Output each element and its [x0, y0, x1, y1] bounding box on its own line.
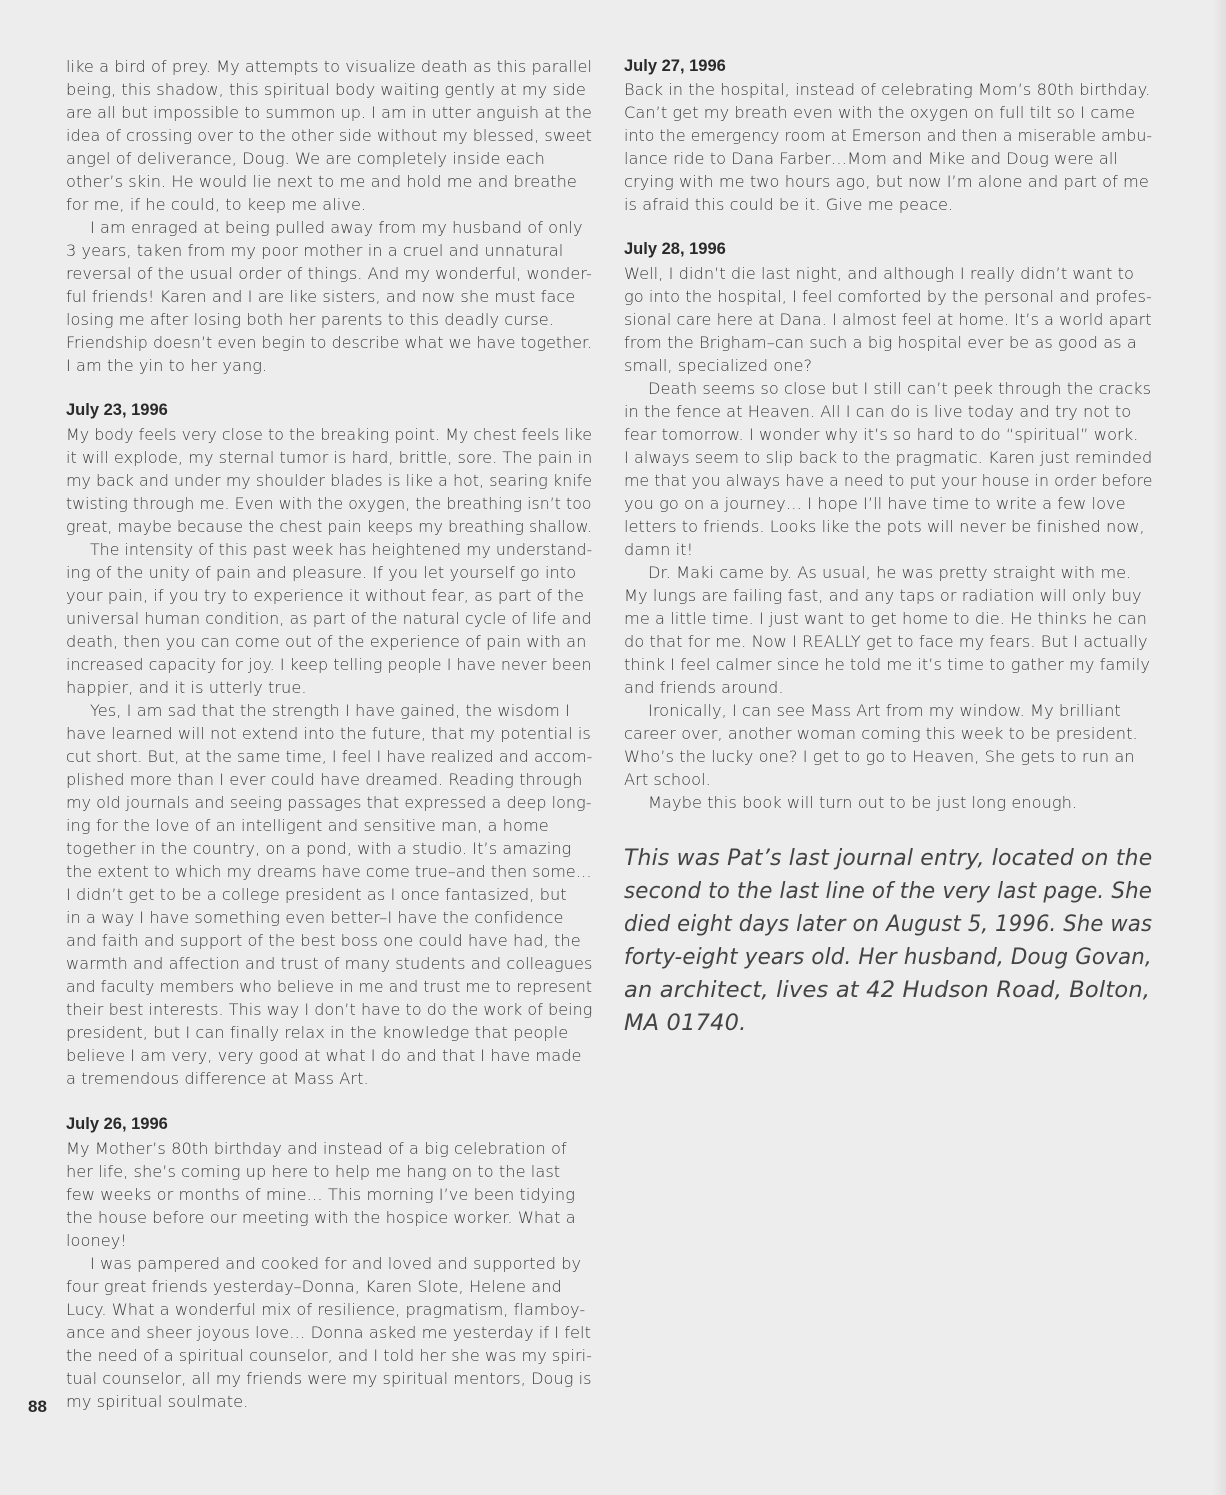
text-line: angel of deliverance, Doug. We are completely inside each	[66, 149, 545, 168]
text-line: Friendship doesn’t even begin to describe what we have together.	[66, 333, 593, 352]
text-line: like a bird of prey. My attempts to visualize death as this parallel	[66, 57, 592, 76]
text-line: I am the yin to her yang.	[66, 356, 268, 375]
closing-note-line: an architect, lives at 42 Hudson Road, Bolton,	[624, 977, 1151, 1003]
text-line: go into the hospital, I feel comforted by the personal and profes-	[624, 287, 1152, 306]
text-line: the house before our meeting with the hospice worker. What a	[66, 1208, 576, 1227]
entry-date-heading: July 28, 1996	[624, 240, 726, 258]
text-line: four great friends yesterday–Donna, Karen Slote, Helene and	[66, 1277, 562, 1296]
text-line: ful friends! Karen and I are like sisters, and now she must face	[66, 287, 576, 306]
text-line: I was pampered and cooked for and loved and supported by	[90, 1254, 582, 1273]
text-line: Well, I didn’t die last night, and although I really didn’t want to	[624, 264, 1134, 283]
text-line: are all but impossible to summon up. I am in utter anguish at the	[66, 103, 592, 122]
text-line: Death seems so close but I still can’t peek through the cracks	[648, 379, 1152, 398]
text-line: death, then you can come out of the experience of pain with an	[66, 632, 587, 651]
text-line: My body feels very close to the breaking point. My chest feels like	[66, 425, 592, 444]
text-line: great, maybe because the chest pain keeps my breathing shallow.	[66, 517, 593, 536]
text-line: The intensity of this past week has heightened my understand-	[90, 540, 593, 559]
text-line: reversal of the usual order of things. And my wonderful, wonder-	[66, 264, 592, 283]
text-line: career over, another woman coming this week to be president.	[624, 724, 1138, 743]
text-line: and faculty members who believe in me and trust me to represent	[66, 977, 593, 996]
closing-note-line: MA 01740.	[624, 1010, 747, 1036]
entry-date-heading: July 26, 1996	[66, 1115, 168, 1133]
text-line: I am enraged at being pulled away from my husband of only	[90, 218, 583, 237]
text-line: president, but I can finally relax in the knowledge that people	[66, 1023, 569, 1042]
text-line: other’s skin. He would lie next to me and hold me and breathe	[66, 172, 577, 191]
text-line: small, specialized one?	[624, 356, 813, 375]
text-line: their best interests. This way I don’t have to do the work of being	[66, 1000, 593, 1019]
text-line: increased capacity for joy. I keep telling people I have never been	[66, 655, 592, 674]
text-line: I always seem to slip back to the pragmatic. Karen just reminded	[624, 448, 1153, 467]
text-line: me that you always have a need to put your house in order before	[624, 471, 1153, 490]
closing-note-line: This was Pat’s last journal entry, located on the	[624, 845, 1153, 871]
text-line: My Mother’s 80th birthday and instead of a big celebration of	[66, 1139, 567, 1158]
text-line: have learned will not extend into the future, that my potential is	[66, 724, 591, 743]
text-line: believe I am very, very good at what I do and that I have made	[66, 1046, 582, 1065]
text-line: damn it!	[624, 540, 694, 559]
text-line: ance and sheer joyous love… Donna asked me yesterday if I felt	[66, 1323, 591, 1342]
entry-date-heading: July 27, 1996	[624, 57, 726, 75]
text-line: plished more than I ever could have dreamed. Reading through	[66, 770, 583, 789]
text-line: the extent to which my dreams have come true–and then some…	[66, 862, 592, 881]
text-line: a tremendous difference at Mass Art.	[66, 1069, 369, 1088]
text-line: my back and under my shoulder blades is like a hot, searing knife	[66, 471, 593, 490]
text-line: and friends around.	[624, 678, 784, 697]
text-line: idea of crossing over to the other side without my blessed, sweet	[66, 126, 592, 145]
text-line: do that for me. Now I REALLY get to face my fears. But I actually	[624, 632, 1148, 651]
text-line: it will explode, my sternal tumor is hard, brittle, sore. The pain in	[66, 448, 593, 467]
text-line: Who’s the lucky one? I get to go to Heaven, She gets to run an	[624, 747, 1135, 766]
closing-note-line: forty-eight years old. Her husband, Doug Govan,	[624, 944, 1152, 970]
text-line: looney!	[66, 1231, 127, 1250]
text-line: together in the country, on a pond, with a studio. It’s amazing	[66, 839, 572, 858]
text-line: lance ride to Dana Farber…Mom and Mike and Doug were all	[624, 149, 1118, 168]
text-line: fear tomorrow. I wonder why it’s so hard to do “spiritual” work.	[624, 425, 1139, 444]
text-line: is afraid this could be it. Give me peace.	[624, 195, 954, 214]
text-line: you go on a journey… I hope I’ll have time to write a few love	[624, 494, 1126, 513]
text-line: letters to friends. Looks like the pots will never be finished now,	[624, 517, 1145, 536]
text-line: twisting through me. Even with the oxygen, the breathing isn’t too	[66, 494, 592, 513]
text-line: universal human condition, as part of the natural cycle of life and	[66, 609, 592, 628]
text-line: warmth and affection and trust of many students and colleagues	[66, 954, 593, 973]
text-line: Maybe this book will turn out to be just long enough.	[648, 793, 1078, 812]
text-line: losing me after losing both her parents to this deadly curse.	[66, 310, 554, 329]
text-line: my old journals and seeing passages that expressed a deep long-	[66, 793, 592, 812]
text-line: in the fence at Heaven. All I can do is live today and try not to	[624, 402, 1132, 421]
text-line: I didn’t get to be a college president as I once fantasized, but	[66, 885, 567, 904]
text-line: sional care here at Dana. I almost feel at home. It’s a world apart	[624, 310, 1152, 329]
text-line: being, this shadow, this spiritual body waiting gently at my side	[66, 80, 586, 99]
text-line: cut short. But, at the same time, I feel I have realized and accom-	[66, 747, 593, 766]
closing-note-line: second to the last line of the very last page. She	[624, 878, 1153, 904]
page-number: 88	[28, 1397, 47, 1416]
text-line: into the emergency room at Emerson and then a miserable ambu-	[624, 126, 1153, 145]
text-line: for me, if he could, to keep me alive.	[66, 195, 367, 214]
text-line: Dr. Maki came by. As usual, he was pretty straight with me.	[648, 563, 1132, 582]
text-line: crying with me two hours ago, but now I’m alone and part of me	[624, 172, 1149, 191]
text-line: Lucy. What a wonderful mix of resilience, pragmatism, flamboy-	[66, 1300, 586, 1319]
entry-date-heading: July 23, 1996	[66, 401, 168, 419]
text-line: from the Brigham–can such a big hospital ever be as good as a	[624, 333, 1137, 352]
text-line: think I feel calmer since he told me it’s time to gather my family	[624, 655, 1150, 674]
text-line: My lungs are failing fast, and any taps or radiation will only buy	[624, 586, 1142, 605]
text-line: me a little time. I just want to get home to die. He thinks he can	[624, 609, 1147, 628]
text-line: my spiritual soulmate.	[66, 1392, 249, 1411]
text-line: Can’t get my breath even with the oxygen on full tilt so I came	[624, 103, 1136, 122]
text-line: the need of a spiritual counselor, and I told her she was my spiri-	[66, 1346, 593, 1365]
text-line: your pain, if you try to experience it without fear, as part of the	[66, 586, 585, 605]
text-line: few weeks or months of mine… This morning I’ve been tidying	[66, 1185, 576, 1204]
text-line: her life, she’s coming up here to help me hang on to the last	[66, 1162, 561, 1181]
text-line: 3 years, taken from my poor mother in a cruel and unnatural	[66, 241, 564, 260]
text-line: happier, and it is utterly true.	[66, 678, 307, 697]
text-line: and faith and support of the best boss one could have had, the	[66, 931, 581, 950]
page-edge-shadow	[1212, 0, 1226, 1495]
text-line: tual counselor, all my friends were my spiritual mentors, Doug is	[66, 1369, 592, 1388]
text-line: Back in the hospital, instead of celebrating Mom’s 80th birthday.	[624, 80, 1151, 99]
text-line: in a way I have something even better–I have the confidence	[66, 908, 564, 927]
text-line: ing for the love of an intelligent and sensitive man, a home	[66, 816, 549, 835]
text-line: ing of the unity of pain and pleasure. If you let yourself go into	[66, 563, 577, 582]
closing-note-line: died eight days later on August 5, 1996. She was	[624, 911, 1153, 937]
text-line: Yes, I am sad that the strength I have gained, the wisdom I	[90, 701, 570, 720]
text-line: Ironically, I can see Mass Art from my window. My brilliant	[648, 701, 1121, 720]
text-line: Art school.	[624, 770, 711, 789]
